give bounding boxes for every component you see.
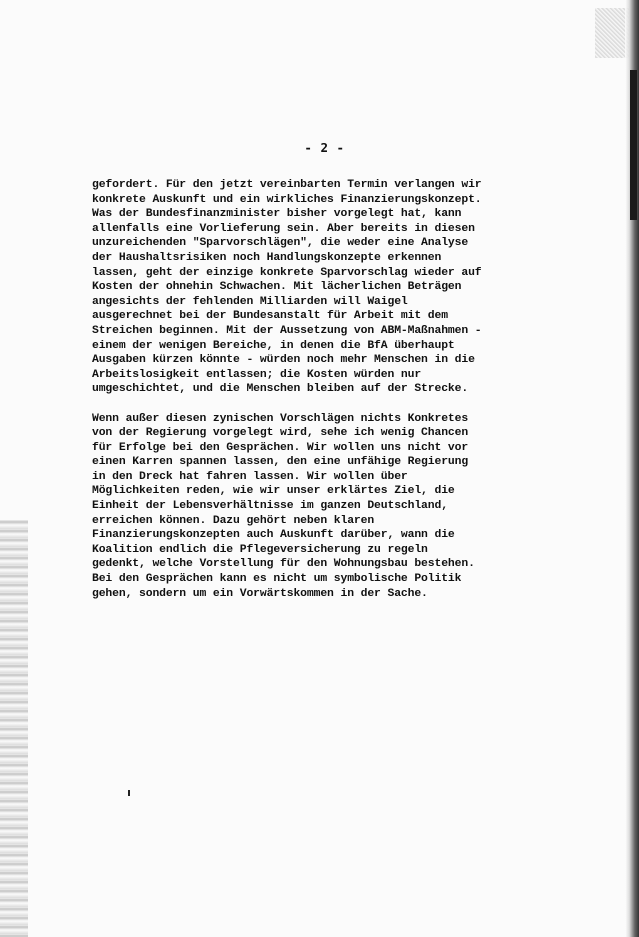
scan-left-edge bbox=[0, 520, 28, 937]
page-number: - 2 - bbox=[304, 140, 345, 155]
scan-corner-noise bbox=[595, 8, 629, 58]
paragraph: gefordert. Für den jetzt vereinbarten Termin verlangen wir konkrete Auskunft und ein wirkliches Finanzierungskonzept. Was der Bundesfinanzminister bisher vorgelegt hat, kann allenfalls eine Vorlieferung sein. Aber bereits in diesen unzureichenden "Sparvorschlägen", die weder eine Analyse der Haushaltsrisiken noch Handlungskonzepte erkennen lassen, geht der einzige konkrete Sparvorschlag wieder auf Kosten der ohnehin Schwachen. Mit lächerlichen Beträgen angesichts der fehlenden Milliarden will Waigel ausgerechnet bei der Bundesanstalt für Arbeit mit dem Streichen beginnen. Mit der Aussetzung von ABM-Maßnahmen - einem der wenigen Bereiche, in denen die BfA überhaupt Ausgaben kürzen könnte - würden noch mehr Menschen in die Arbeitslosigkeit entlassen; die Kosten würden nur umgeschichtet, und die Menschen bleiben auf der Strecke. bbox=[92, 179, 482, 396]
body-text bbox=[92, 178, 532, 601]
stray-mark bbox=[128, 790, 130, 796]
paragraph: Wenn außer diesen zynischen Vorschlägen nichts Konkretes von der Regierung vorgelegt wird, sehe ich wenig Chancen für Erfolge bei den Gesprächen. Wir wollen uns nicht vor einen Karren spannen lassen, den eine unfähige Regierung in den Dreck hat fahren lassen. Wir wollen über Möglichkeiten reden, wie wir unser erklärtes Ziel, die Einheit der Lebensverhältnisse im ganzen Deutschland, erreichen können. Dazu gehört neben klaren Finanzierungskonzepten auch Auskunft darüber, wann die Koalition endlich die Pflegeversicherung zu regeln gedenkt, welche Vorstellung für den Wohnungsbau bestehen. Bei den Gesprächen kann es nicht um symbolische Politik gehen, sondern um ein Vorwärtskommen in der Sache. bbox=[92, 412, 475, 600]
